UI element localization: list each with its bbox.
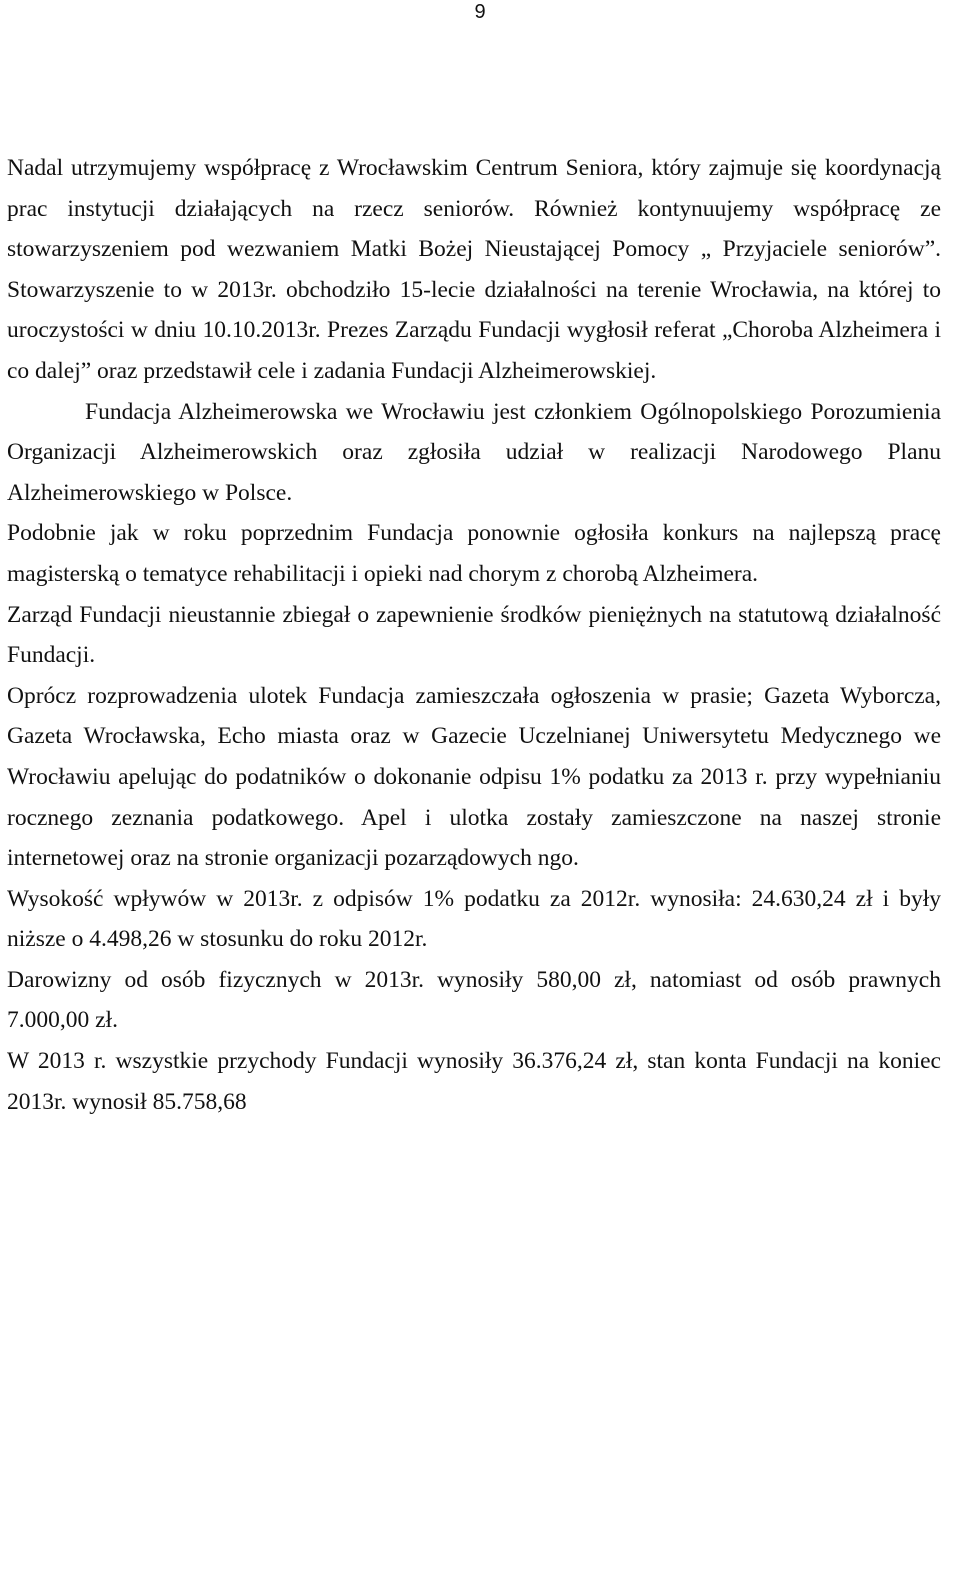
paragraph-funding: Zarząd Fundacji nieustannie zbiegał o zapewnienie środków pieniężnych na statutową działalność Fundacji. [7,601,941,669]
paragraph-total-revenue: W 2013 r. wszystkie przychody Fundacji wynosiły 36.376,24 zł, stan konta Fundacji na koniec 2013r. wynosił 85.758,68 [7,1048,941,1115]
paragraph-advertising: Oprócz rozprowadzenia ulotek Fundacja zamieszczała ogłoszenia w prasie; Gazeta Wyborcza, Gazeta Wrocławska, Echo miasta oraz w Gazecie Uczelnianej Uniwersytetu Medycznego we Wrocławiu apelując do podatników o dokonanie odpisu 1% podatku za 2013 r. przy wypełnianiu rocznego zeznania podatkowego. Apel i ulotka zostały zamieszczone na naszej stronie internetowej oraz na stronie organizacji pozarządowych ngo. [7,682,941,872]
paragraph-tax-income: Wysokość wpływów w 2013r. z odpisów 1% podatku za 2012r. wynosiła: 24.630,24 zł i były niższe o 4.498,26 w stosunku do roku 2012r. [7,885,941,953]
paragraph-donations: Darowizny od osób fizycznych w 2013r. wynosiły 580,00 zł, natomiast od osób prawnych 7.000,00 zł. [7,966,941,1034]
page-number: 9 [474,1,486,23]
document-body [7,148,941,1122]
paragraph-cooperation: Nadal utrzymujemy współpracę z Wrocławskim Centrum Seniora, który zajmuje się koordynacją prac instytucji działających na rzecz seniorów. Również kontynuujemy współpracę ze stowarzyszeniem pod wezwaniem Matki Bożej Nieustającej Pomocy „ Przyjaciele seniorów”. Stowarzyszenie to w 2013r. obchodziło 15-lecie działalności na terenie Wrocławia, na której to uroczystości w dniu 10.10.2013r. Prezes Zarządu Fundacji wygłosił referat „Choroba Alzheimera i co dalej” oraz przedstawił cele i zadania Fundacji Alzheimerowskiej. [7,155,941,384]
paragraph-membership: Fundacja Alzheimerowska we Wrocławiu jest członkiem Ogólnopolskiego Porozumienia Organizacji Alzheimerowskich oraz zgłosiła udział w realizacji Narodowego Planu Alzheimerowskiego w Polsce. [7,398,941,506]
paragraph-contest: Podobnie jak w roku poprzednim Fundacja ponownie ogłosiła konkurs na najlepszą pracę magisterską o tematyce rehabilitacji i opieki nad chorym z chorobą Alzheimera. [7,520,941,587]
